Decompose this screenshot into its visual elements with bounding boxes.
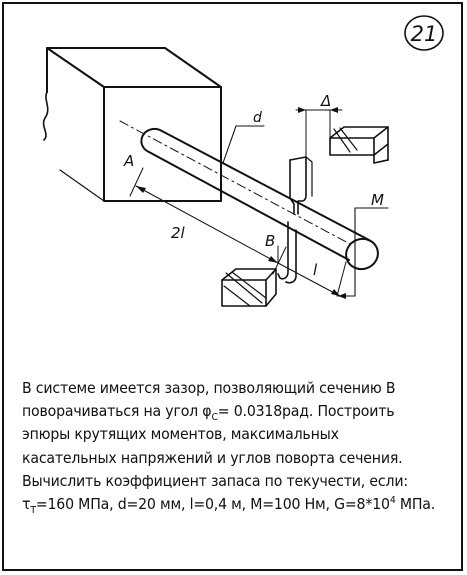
phi-subscript: C (211, 412, 218, 424)
problem-number: 21 (410, 22, 438, 46)
lower-stop (222, 269, 276, 306)
label-delta: Δ (321, 92, 332, 110)
label-l: l (313, 261, 318, 279)
label-2l: 2l (171, 224, 185, 242)
line6-part-b: МПа. (395, 495, 436, 514)
statement-line-3: эпюры крутящих моментов, максимальных (22, 425, 339, 444)
line2-part-a: поворачиваться на угол φ (22, 402, 212, 421)
statement-line-1: В системе имеется зазор, позволяющий сечению В (22, 379, 396, 397)
label-M: M (371, 191, 384, 209)
statement-line-4: касательных напряжений и углов поворта сечения. (22, 448, 403, 467)
line2-part-b: = 0.0318рад. Построить (217, 402, 395, 421)
statement-line-5: Вычислить коэффициент запаса по текучести, если: (22, 471, 408, 490)
statement-line-2 (22, 400, 459, 423)
label-B: B (265, 232, 276, 250)
line6-part-a: =160 МПа, d=20 мм, l=0,4 м, M=100 Нм, G=8*10 (35, 495, 390, 514)
shaft (120, 121, 382, 274)
label-d: d (253, 110, 262, 126)
lever-B (278, 157, 312, 283)
power-superscript: 4 (389, 494, 396, 506)
upper-stop (330, 127, 388, 163)
tau-subscript: T (30, 505, 36, 517)
wall-block (44, 48, 221, 201)
label-A: A (124, 152, 135, 170)
d-leader (223, 126, 264, 163)
statement-line-6 (22, 493, 459, 516)
problem-statement (22, 377, 459, 516)
tau-symbol: τ (22, 495, 31, 514)
